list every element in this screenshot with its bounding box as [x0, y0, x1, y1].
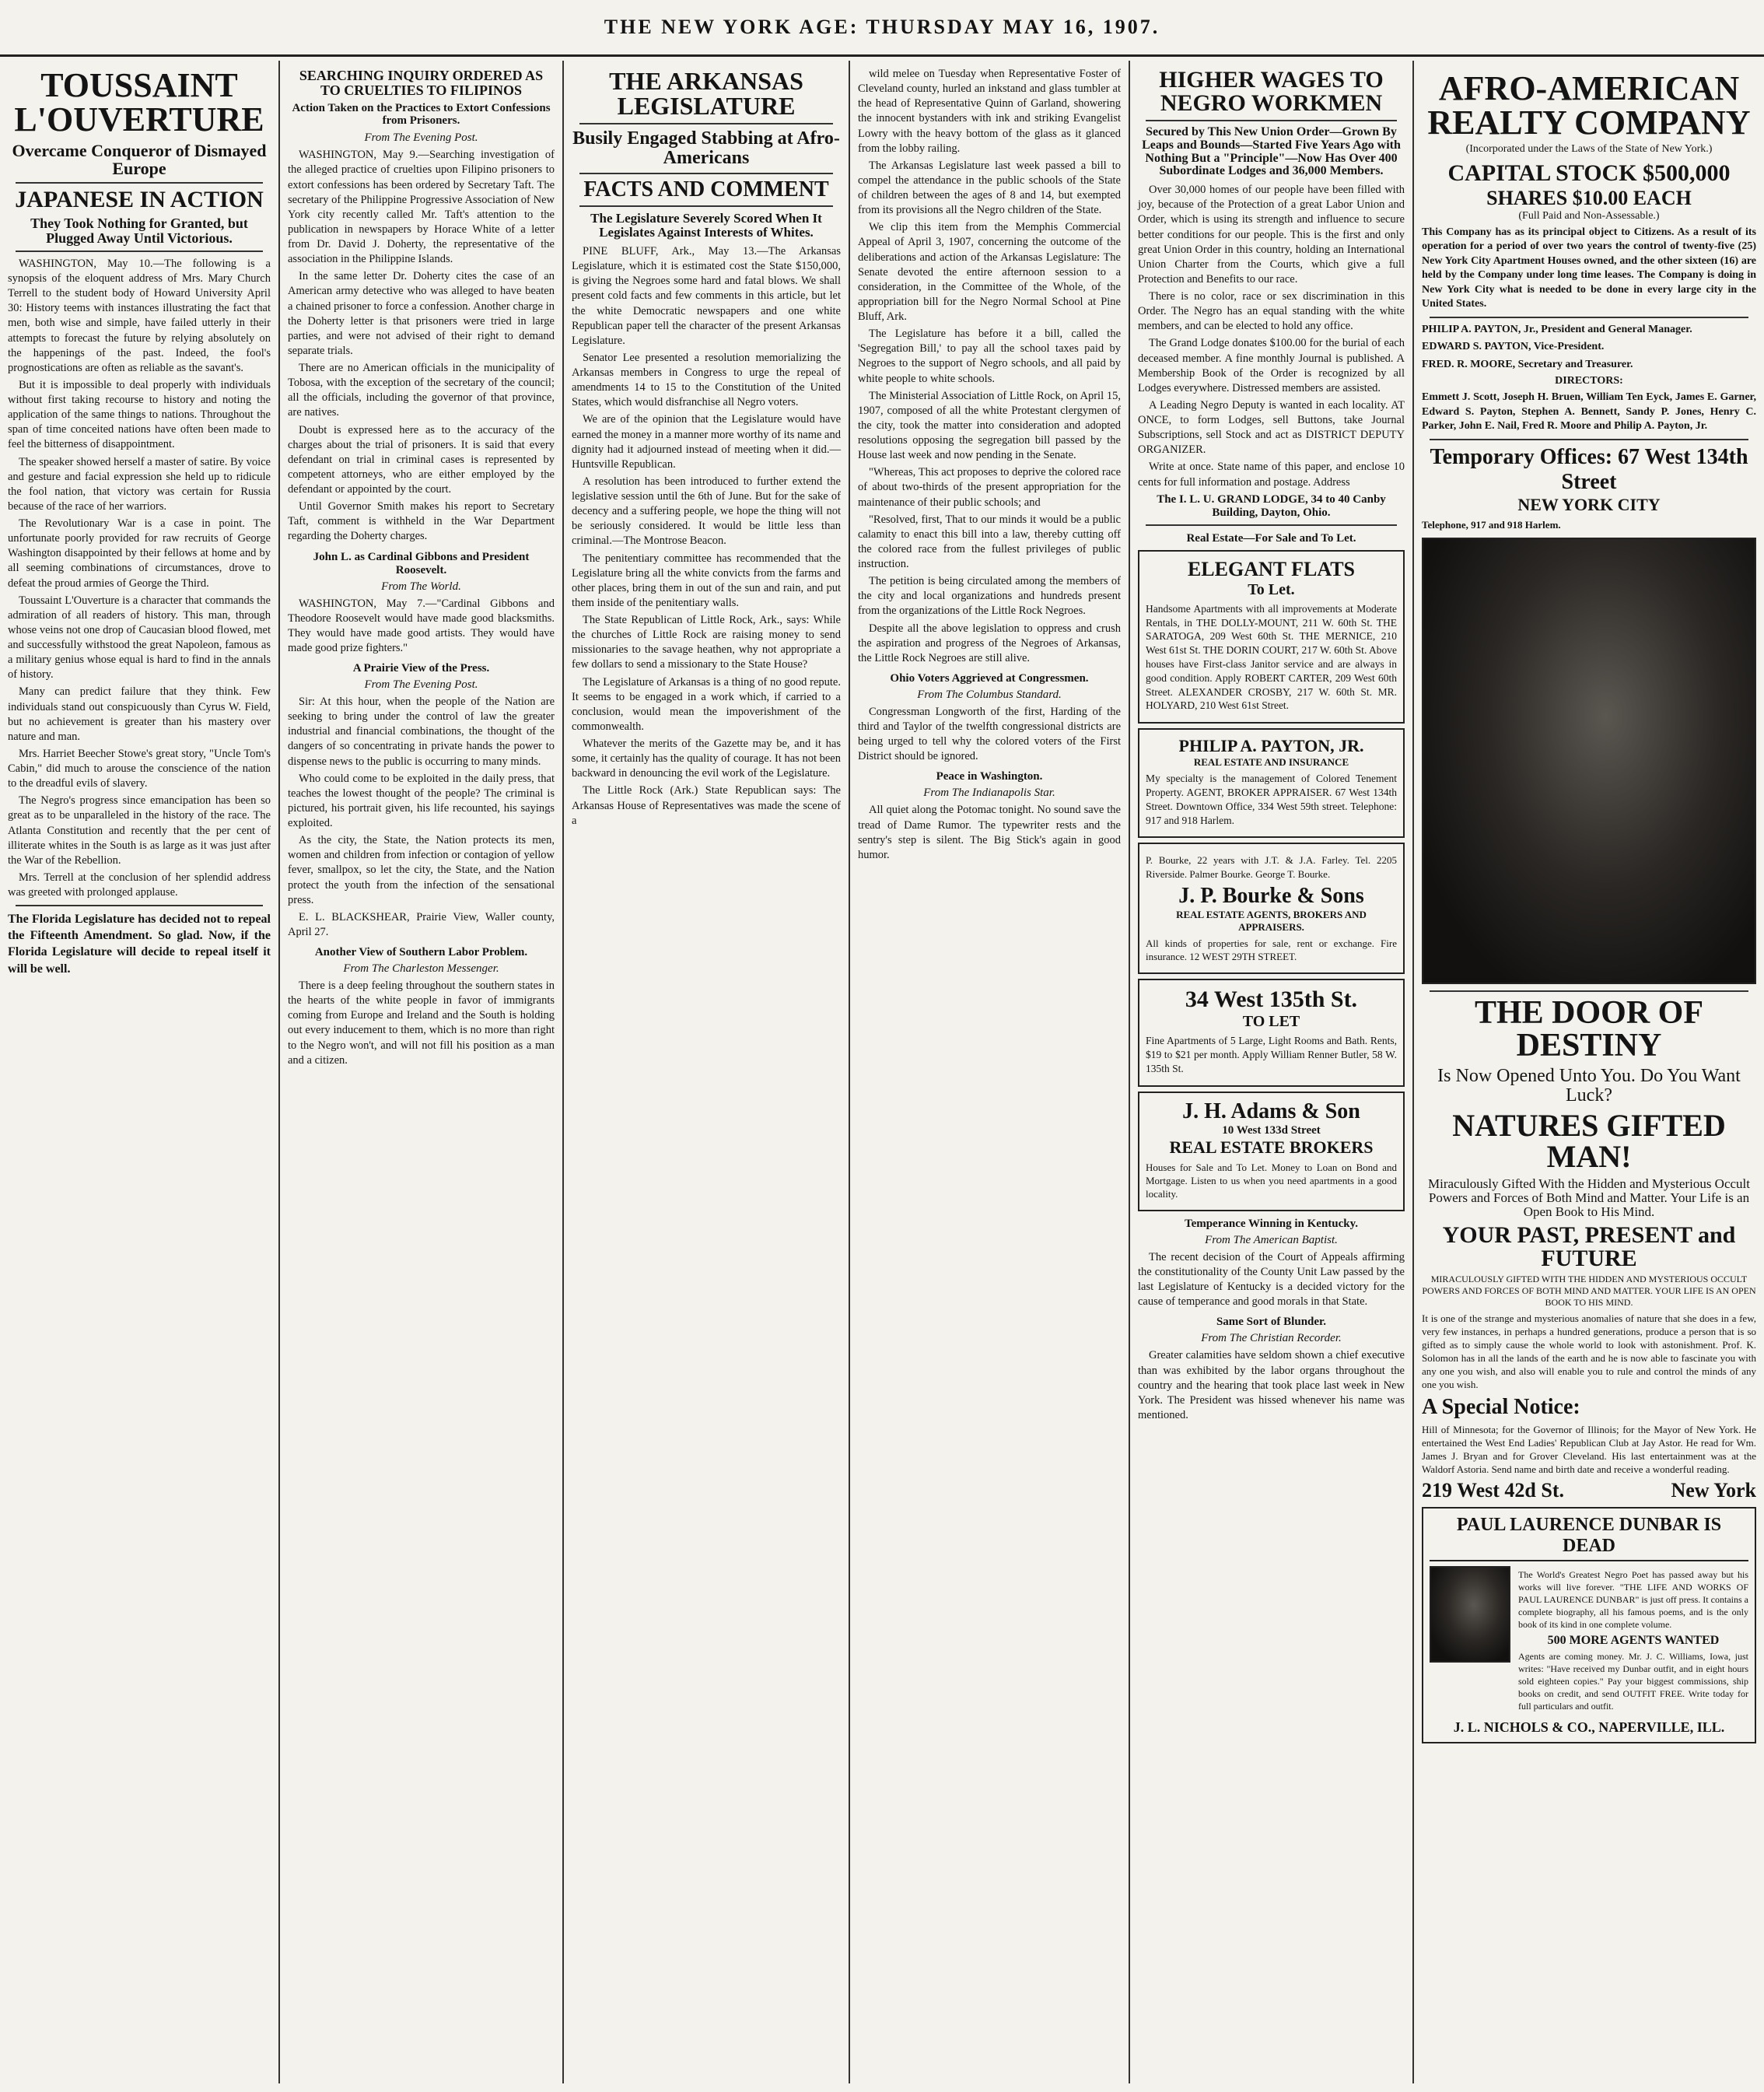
source-line: From The Columbus Standard. — [917, 688, 1062, 701]
paragraph: There is a deep feeling throughout the southern states in the hearts of the white people in favor of immigrants coming from Europe and Ireland and the South is holding out every inducement to them, which is no more than right to the Negro won't, and will not fill his position as a man and a citizen. — [288, 979, 555, 1067]
special-notice-body: Hill of Minnesota; for the Governor of Illinois; for the Mayor of New York. He entertained the West End Ladies' Republican Club at Jay Astor. He read for Wm. James J. Bryan and for Grover Cleveland. His last entertainment was at the Waldorf Astoria. Send name and birth date and receive a wonderful reading. — [1422, 1423, 1756, 1476]
paragraph: Many can predict failure that they think. Few individuals stand out conspicuously than Cyrus W. Field, but no achievement is greater than his mastery over nature and man. — [8, 685, 271, 743]
ad-subtitle: TO LET — [1242, 1013, 1300, 1031]
masthead: THE NEW YORK AGE: THURSDAY MAY 16, 1907. — [0, 0, 1764, 57]
headline-higher-wages: HIGHER WAGES TO NEGRO WORKMEN — [1159, 67, 1384, 116]
company-description: This Company has as its principal object to Citizens. As a result of its operation for a period of over two years the control of twenty-five (25) New York City Apartment Houses owned, and the other sixteen (16) are held by the Company under long time leases. The Company is doing in New York City what is needed to be done in every large city in the United States. — [1422, 226, 1756, 310]
paragraph: Over 30,000 homes of our people have been filled with joy, because of the Protection of a great Labor Union and Order, which is using its strength and influence to secure better conditions for our people. This is the first and only great Union Order in this country, holding an International Union Charter from the Courts, which give a full Protection and Benefits to our race. — [1138, 184, 1405, 286]
headline-realty-company: AFRO-AMERICAN REALTY COMPANY — [1427, 69, 1751, 142]
column-arkansas-continued — [850, 61, 1130, 2083]
dunbar-portrait — [1430, 1566, 1510, 1663]
paragraph: The recent decision of the Court of Appeals affirming the constitutionality of the County Unit Law passed by the last Legislature of Kentucky is a decided victory for the cause of temperance and good morals in that State. — [1138, 1250, 1405, 1309]
paragraph: As the city, the State, the Nation protects its men, women and children from infection or contagion of yellow fever, smallpox, so let the city, the State, and the Nation protect the youth from the infection of the sensational press. — [288, 834, 555, 906]
section-heading: Temperance Winning in Kentucky. — [1184, 1217, 1359, 1230]
paragraph: The Legislature of Arkansas is a thing of no good repute. It seems to be engaged in a work which, if carried to a conclusion, would mean the impoverishment of the commonwealth. — [572, 675, 841, 733]
divider — [16, 905, 263, 906]
ad-address-line — [1422, 1479, 1756, 1502]
divider — [579, 173, 833, 174]
ad-135th-street — [1138, 979, 1405, 1086]
ad-body: The World's Greatest Negro Poet has passed away but his works will live forever. "THE LIFE AND WORKS OF PAUL LAURENCE DUNBAR" is just off press. It contains a complete biography, all his famous poems, and is the only book of its kind in one complete volume. — [1518, 1569, 1748, 1630]
paragraph: Congressman Longworth of the first, Harding of the third and Taylor of the twelfth congressional districts are being urged to tell why the colored voters of the First District should be ignored. — [858, 705, 1121, 763]
paragraph: "Whereas, This act proposes to deprive the colored race of about two-thirds of the present appropriation for the maintenance of their public schools; and — [858, 466, 1121, 509]
ad-publisher: J. L. NICHOLS & CO., NAPERVILLE, ILL. — [1453, 1719, 1725, 1735]
ad-agents-heading: 500 MORE AGENTS WANTED — [1547, 1634, 1720, 1648]
paragraph: There are no American officials in the municipality of Tobosa, with the exception of the secretary of the council; all the officials, including the governor of that province, are natives. — [288, 362, 555, 419]
paragraph: Greater calamities have seldom shown a chief executive than was exhibited by the labor organs throughout the country and the hearing that took place last week in New York. The President was hissed whenever his name was mentioned. — [1138, 1349, 1405, 1421]
ad-dunbar-text — [1518, 1566, 1748, 1715]
paragraph: The petition is being circulated among the members of the city and local organizations and hundreds present from the organizations of the Little Rock Negroes. — [858, 575, 1121, 618]
article-body — [858, 705, 1121, 765]
paragraph: Write at once. State name of this paper, and enclose 10 cents for full information and postage. Address — [1138, 461, 1405, 489]
divider — [579, 205, 833, 207]
shares-note: (Full Paid and Non-Assessable.) — [1518, 210, 1660, 222]
temporary-offices: Temporary Offices: 67 West 134th Street — [1430, 444, 1748, 494]
subhead-higher-wages: Secured by This New Union Order—Grown By Leaps and Bounds—Started Five Years Ago with Nothing But a "Principle"—Now Has Over 400 Subordinate Lodges and 36,000 Members. — [1142, 125, 1401, 178]
paragraph: A Leading Negro Deputy is wanted in each locality. AT ONCE, to form Lodges, sell Buttons, take Journal Subscriptions, sell Stock and act as DISTRICT DEPUTY ORGANIZER. — [1138, 398, 1405, 457]
column-toussaint — [0, 61, 280, 2083]
directors-heading: DIRECTORS: — [1555, 375, 1623, 387]
source-line: From The World. — [381, 580, 461, 593]
section-heading: A Prairie View of the Press. — [352, 662, 490, 675]
subhead-arkansas: Busily Engaged Stabbing at Afro-Americans — [572, 128, 840, 169]
paragraph: Sir: At this hour, when the people of the Nation are seeking to bring under the control of law the greater industrial and financial combinations, the thought of the dangers of so concentrating in private hands the power to dispense news to the public is occurring to many minds. — [288, 696, 555, 768]
ad-address: 219 West 42d St. — [1422, 1479, 1564, 1502]
section-heading: Ohio Voters Aggrieved at Congressmen. — [890, 671, 1089, 685]
paragraph: wild melee on Tuesday when Representative Foster of Cleveland county, hurled an inkstand and glass tumbler at the head of Representative Quinn of Garland, showering the innocent bystanders with ink and striking Evangelist Lowry with the heavy bottom of the glass as it glanced from the lobby railing. — [858, 68, 1121, 155]
officer: PHILIP A. PAYTON, Jr., President and General Manager. — [1422, 323, 1692, 335]
paragraph: But it is impossible to deal properly with individuals without first taking recourse to history and noting the application of the same things to nations. Throughout the span of time conceited nations have often been made to feel the bitterness of disappointment. — [8, 378, 271, 451]
headline-past-present-future: YOUR PAST, PRESENT and FUTURE — [1442, 1221, 1736, 1271]
ad-title: ELEGANT FLATS — [1187, 557, 1356, 580]
divider — [1146, 120, 1397, 121]
paragraph: Mrs. Harriet Beecher Stowe's great story, "Uncle Tom's Cabin," did much to arouse the conscience of the nation to the dreadful evils of slavery. — [8, 747, 271, 790]
divider — [1430, 439, 1748, 440]
divider — [1430, 317, 1748, 318]
article-body — [288, 695, 555, 940]
officer: EDWARD S. PAYTON, Vice-President. — [1422, 341, 1605, 353]
ad-subtitle: REAL ESTATE AND INSURANCE — [1193, 756, 1349, 769]
special-notice-heading: A Special Notice: — [1422, 1394, 1580, 1419]
headline-arkansas: THE ARKANSAS LEGISLATURE — [609, 67, 803, 120]
paragraph: There is no color, race or sex discrimination in this Order. The Negro has an equal standing with the white members, and can be elected to hold any office. — [1138, 290, 1405, 333]
source-line: From The Evening Post. — [364, 131, 478, 145]
article-body — [1138, 1250, 1405, 1310]
paragraph: Doubt is expressed here as to the accuracy of the charges about the trial of prisoners. It is said that every defendant on trial in criminal cases is represented by competent attorneys, who are either employed by the defendant or appointed by the court. — [288, 423, 555, 496]
ad-address-city: New York — [1671, 1479, 1756, 1502]
subhead-filipinos: Action Taken on the Practices to Extort Confessions from Prisoners. — [292, 101, 551, 127]
paragraph: WASHINGTON, May 10.—The following is a synopsis of the eloquent address of Mrs. Mary Church Terrell to the student body of Howard University April 30: History teems with instances illustrating the fact that men, both wise and simple, have failed utterly in their attempts to forecast the future by relying absolutely on the happenings of the past. Indeed, the fool's prognostications are often as reliable as the savant's. — [8, 257, 271, 374]
headline-toussaint: TOUSSAINT L'OUVERTURE — [14, 66, 264, 138]
paragraph: "Resolved, first, That to our minds it would be a public calamity to enact this bill into a law, thereby cutting off the colored race from the fullest privileges of public instruction. — [858, 513, 1121, 570]
paragraph: We are of the opinion that the Legislature would have earned the money in a manner more worthy of its name and dignity had it adjourned instead of meeting when it did.—Huntsville Republican. — [572, 413, 841, 471]
ad-lead: P. Bourke, 22 years with J.T. & J.A. Farley. Tel. 2205 Riverside. Palmer Bourke. George T. Bourke. — [1146, 854, 1397, 880]
subhead-past: MIRACULOUSLY GIFTED WITH THE HIDDEN AND MYSTERIOUS OCCULT POWERS AND FORCES OF BOTH MIND AND MATTER. YOUR LIFE IS AN OPEN BOOK TO HIS MIND. — [1422, 1273, 1756, 1308]
capital-stock: CAPITAL STOCK $500,000 — [1447, 160, 1731, 186]
article-body — [858, 67, 1121, 666]
divider — [1146, 524, 1397, 526]
headline-gifted-man: NATURES GIFTED MAN! — [1452, 1108, 1726, 1175]
office-city: NEW YORK CITY — [1517, 494, 1661, 514]
paragraph: PINE BLUFF, Ark., May 13.—The Arkansas Legislature, which it is estimated cost the State $150,000, is giving the Negroes some hard and fatal blows. We shall present cold facts and few comments in this article, but let the white Democratic newspapers and one white Republican paper tell the character of the present Arkansas Legislature. — [572, 245, 841, 347]
section-heading: Another View of Southern Labor Problem. — [314, 946, 528, 959]
ad-adams — [1138, 1092, 1405, 1211]
source-line: From The Indianapolis Star. — [923, 787, 1055, 800]
paragraph: The Arkansas Legislature last week passed a bill to compel the attendance in the public schools of the State of children between the ages of 8 and 14, but exempted from its provisions all the Negro children of the State. — [858, 159, 1121, 217]
subhead-gifted: Miraculously Gifted With the Hidden and Mysterious Occult Powers and Forces of Both Mind and Matter. Your Life is an Open Book to His Mind. — [1427, 1176, 1750, 1219]
ad-address: 10 West 133d Street — [1222, 1123, 1321, 1137]
article-body — [572, 244, 841, 829]
paragraph: The penitentiary committee has recommended that the Legislature bring all the white convicts from the farms and other places, bring them in out of the sun and rain, and put them inside of the penitentiary walls. — [572, 552, 841, 609]
source-line: From The American Baptist. — [1205, 1233, 1338, 1246]
ad-dunbar — [1422, 1507, 1756, 1743]
ad-body: All kinds of properties for sale, rent or exchange. Fire insurance. 12 WEST 29TH STREET. — [1146, 937, 1397, 962]
ad-body: It is one of the strange and mysterious anomalies of nature that she does in a few, very few instances, in perhaps a hundred generations, produce a person that is so gifted as to simply cause the whole world to look with astonishment. Prof. K. Solomon has in all the lands of the earth and he is now able to fascinate you with any one you wish, and also will enable you to rule and control the minds of any one you wish. — [1422, 1312, 1756, 1391]
paragraph: Who could come to be exploited in the daily press, that teaches the lowest thought of the people? The criminal is pictured, his portrait given, his life recounted, his sayings exploited. — [288, 772, 555, 830]
ad-body: Handsome Apartments with all improvements at Moderate Rentals, in THE DOLLY-MOUNT, 211 W. 60th St. THE SARATOGA, 209 West 60th St. THE MERNICE, 210 West 61st St. THE DORIN COURT, 217 W. 60th St. Above houses have First-class Janitor service and are always in good condition. Apply ROBERT CARTER, 209 West 60th Street. ALEXANDER CROSBY, 217 W. 60th St. MR. HOLYARD, 210 West 61st Street. — [1146, 602, 1397, 712]
shares-price: SHARES $10.00 EACH — [1486, 187, 1692, 209]
directors-list: Emmett J. Scott, Joseph H. Bruen, William Ten Eyck, James E. Garner, Edward S. Payton, Stephen A. Bennett, Sandy P. Jones, Henry C. Parker, John E. Nail, Fred R. Moore and Philip A. Payton, Jr. — [1422, 391, 1756, 433]
headline-door-of-destiny: THE DOOR OF DESTINY — [1474, 994, 1704, 1064]
divider — [1430, 990, 1748, 992]
paragraph: We clip this item from the Memphis Commercial Appeal of April 3, 1907, concerning the outcome of the deliberations and action of the Arkansas Legislature: The Senate devoted the entire afternoon session to a consideration, in the Committee of the Whole, of the appropriation bill for the Negro Normal School at Pine Bluff, Ark. — [858, 221, 1121, 323]
headline-facts: FACTS AND COMMENT — [583, 177, 829, 202]
ad-body: Fine Apartments of 5 Large, Light Rooms and Bath. Rents, $19 to $21 per month. Apply William Renner Butler, 58 W. 135th St. — [1146, 1035, 1397, 1074]
divider — [579, 123, 833, 124]
paragraph: The speaker showed herself a master of satire. By voice and gesture and facial expression she held up to ridicule the fool nation, that victory was certain for Russia because of the race of her warriors. — [8, 455, 271, 513]
section-heading: Same Sort of Blunder. — [1216, 1316, 1327, 1329]
florida-note: The Florida Legislature has decided not to repeal the Fifteenth Amendment. So glad. Now, if the Florida Legislature will decide to repeal itself it will be well. — [8, 913, 271, 976]
union-address: The I. L. U. GRAND LODGE, 34 to 40 Canby Building, Dayton, Ohio. — [1157, 492, 1386, 519]
ad-title: J. P. Bourke & Sons — [1178, 883, 1364, 908]
portrait-photo — [1422, 538, 1756, 984]
paragraph: The Revolutionary War is a case in point. The unfortunate poorly provided for raw recruits of George Washington disappointed by their fellows at home and by all seeming combinations of circumstances, drove to defeat the proud armies of George the Third. — [8, 517, 271, 590]
ad-title: J. H. Adams & Son — [1182, 1099, 1360, 1123]
article-body — [288, 148, 555, 544]
signature: E. L. BLACKSHEAR, Prairie View, Waller county, April 27. — [288, 910, 555, 938]
paragraph: The Little Rock (Ark.) State Republican says: The Arkansas House of Representatives was made the scene of a — [572, 784, 841, 827]
incorporation-note: (Incorporated under the Laws of the State of New York.) — [1465, 143, 1713, 155]
paragraph: All quiet along the Potomac tonight. No sound save the tread of Dame Rumor. The typewriter rests and the sentry's step is silent. The Big Stick's again in good humor. — [858, 804, 1121, 861]
paragraph: A resolution has been introduced to further extend the legislative session until the 6th of June. But for the sake of decency and a suffering people, we hope the thing will not be seriously considered. It would be little less than criminal.—The Montrose Beacon. — [572, 475, 841, 548]
divider — [16, 182, 263, 184]
ad-title: PHILIP A. PAYTON, JR. — [1178, 736, 1364, 756]
paragraph: In the same letter Dr. Doherty cites the case of an American army detective who was alleged to have beaten a chained prisoner to force a confession. Another charge in the Doherty letter is that prisoners were tried in large parties, and were not advised of their right to demand separate trials. — [288, 270, 555, 357]
section-heading: John L. as Cardinal Gibbons and President Roosevelt. — [313, 550, 530, 576]
paragraph: WASHINGTON, May 7.—"Cardinal Gibbons and Theodore Roosevelt would have made good blacksmiths. They would have made good artists. They would have made good prize fighters." — [288, 597, 555, 654]
paragraph: The Grand Lodge donates $100.00 for the burial of each deceased member. A fine monthly Journal is published. A Membership Book of the Order is recognized by all Lodges everywhere. Distressed members are assisted. — [1138, 337, 1405, 394]
ad-payton — [1138, 728, 1405, 838]
column-arkansas — [564, 61, 850, 2083]
paragraph: The State Republican of Little Rock, Ark., says: While the churches of Little Rock are raising money to send missionaries to the savage heathen, why not appropriate a few dollars to send a missionary to the State House? — [572, 614, 841, 671]
paragraph: WASHINGTON, May 9.—Searching investigation of the alleged practice of cruelties upon Filipino prisoners to extort confessions has been ordered by Secretary Taft. The secretary of the Philippine Progressive Association of New York city recently called Mr. Taft's attention to the publication in newspapers by Horace White of a letter from Dr. David J. Doherty, the representative of the association in the Philippine Islands. — [288, 149, 555, 266]
paragraph: The Legislature has before it a bill, called the 'Segregation Bill,' to pay all the school taxes paid by Negroes to the support of Negro schools, and all paid by white people to white schools. — [858, 328, 1121, 385]
column-realty-ads — [1414, 61, 1764, 2083]
officer: FRED. R. MOORE, Secretary and Treasurer. — [1422, 358, 1633, 370]
ad-subtitle: To Let. — [1248, 580, 1295, 598]
ad-subtitle: REAL ESTATE BROKERS — [1169, 1137, 1374, 1157]
source-line: From The Charleston Messenger. — [343, 962, 499, 976]
ad-dunbar-content — [1430, 1566, 1748, 1715]
ad-bourke — [1138, 843, 1405, 974]
article-body — [288, 979, 555, 1068]
ad-subtitle: REAL ESTATE AGENTS, BROKERS AND APPRAISERS. — [1176, 908, 1367, 933]
divider — [16, 251, 263, 252]
ad-elegant-flats — [1138, 550, 1405, 724]
article-body — [288, 597, 555, 657]
headline-japanese: JAPANESE IN ACTION — [15, 187, 264, 213]
real-estate-heading: Real Estate—For Sale and To Let. — [1186, 531, 1356, 545]
headline-filipinos: SEARCHING INQUIRY ORDERED AS TO CRUELTIES TO FILIPINOS — [299, 68, 544, 98]
paragraph: The Negro's progress since emancipation has been so great as to be unparalleled in the history of the race. The Atlanta Constitution and recently that the per cent of illiterate whites in the South is as large as it was just after the War of the Rebellion. — [8, 794, 271, 867]
paragraph: Toussaint L'Ouverture is a character that commands the admiration of all readers of history. This man, through whose veins not one drop of Caucasian blood flowed, met and successfully withstood the great Napoleon, famous as a military genius whose equal is hard to find in the annals of history. — [8, 594, 271, 682]
article-body — [858, 803, 1121, 863]
ad-body: Houses for Sale and To Let. Money to Loan on Bond and Mortgage. Listen to us when you need apartments in a good locality. — [1146, 1161, 1397, 1200]
paragraph: Mrs. Terrell at the conclusion of her splendid address was greeted with prolonged applause. — [8, 871, 271, 899]
paragraph: Senator Lee presented a resolution memorializing the Arkansas members in Congress to urge the repeal of amendments 14 to 15 to the Constitution of the United States, which would disfranchise all Negro voters. — [572, 351, 841, 409]
subhead-destiny: Is Now Opened Unto You. Do You Want Luck? — [1437, 1065, 1741, 1106]
subhead-toussaint: Overcame Conqueror of Dismayed Europe — [12, 141, 267, 179]
source-line: From The Christian Recorder. — [1201, 1332, 1342, 1345]
ad-agents-body: Agents are coming money. Mr. J. C. Williams, Iowa, just writes: "Have received my Dunbar outfit, and in eight hours sold eighteen copies." Pay your biggest commissions, ship books on credit, and send OUTFIT FREE. Write today for full particulars and outfit. — [1518, 1651, 1748, 1712]
paragraph: Until Governor Smith makes his report to Secretary Taft, comment is withheld in the War Department regarding the Doherty charges. — [288, 500, 555, 543]
source-line: From The Evening Post. — [364, 678, 478, 692]
paragraph: Despite all the above legislation to oppress and crush the aspiration and progress of the Negroes of Arkansas, the Little Rock Negroes are still alive. — [858, 622, 1121, 664]
office-phone: Telephone, 917 and 918 Harlem. — [1422, 518, 1561, 531]
paragraph: Whatever the merits of the Gazette may be, and it has some, it certainly has the quality of courage. It has not been backward in denouncing the evil work of the Legislature. — [572, 738, 841, 780]
column-union-realestate — [1130, 61, 1414, 2083]
paragraph: The Ministerial Association of Little Rock, on April 15, 1907, composed of all the white Protestant clergymen of the city, took the matter into consideration and adopted resolutions opposing the segregation bill passed by the House last week and now pending in the Senate. — [858, 389, 1121, 462]
ad-title: PAUL LAURENCE DUNBAR IS DEAD — [1430, 1515, 1748, 1561]
ad-body: My specialty is the management of Colored Tenement Property. AGENT, BROKER APPRAISER. 67 West 134th Street. Downtown Office, 334 West 59th street. Telephone: 917 and 918 Harlem. — [1146, 773, 1397, 826]
subhead-facts: The Legislature Severely Scored When It Legislates Against Interests of Whites. — [590, 211, 822, 240]
ad-title: 34 West 135th St. — [1185, 986, 1358, 1013]
section-heading: Peace in Washington. — [936, 770, 1043, 783]
article-body — [1138, 183, 1405, 490]
subhead-japanese: They Took Nothing for Granted, but Plugged Away Until Victorious. — [30, 216, 248, 247]
article-body — [1138, 1348, 1405, 1423]
column-filipinos — [280, 61, 564, 2083]
article-body — [8, 257, 271, 900]
